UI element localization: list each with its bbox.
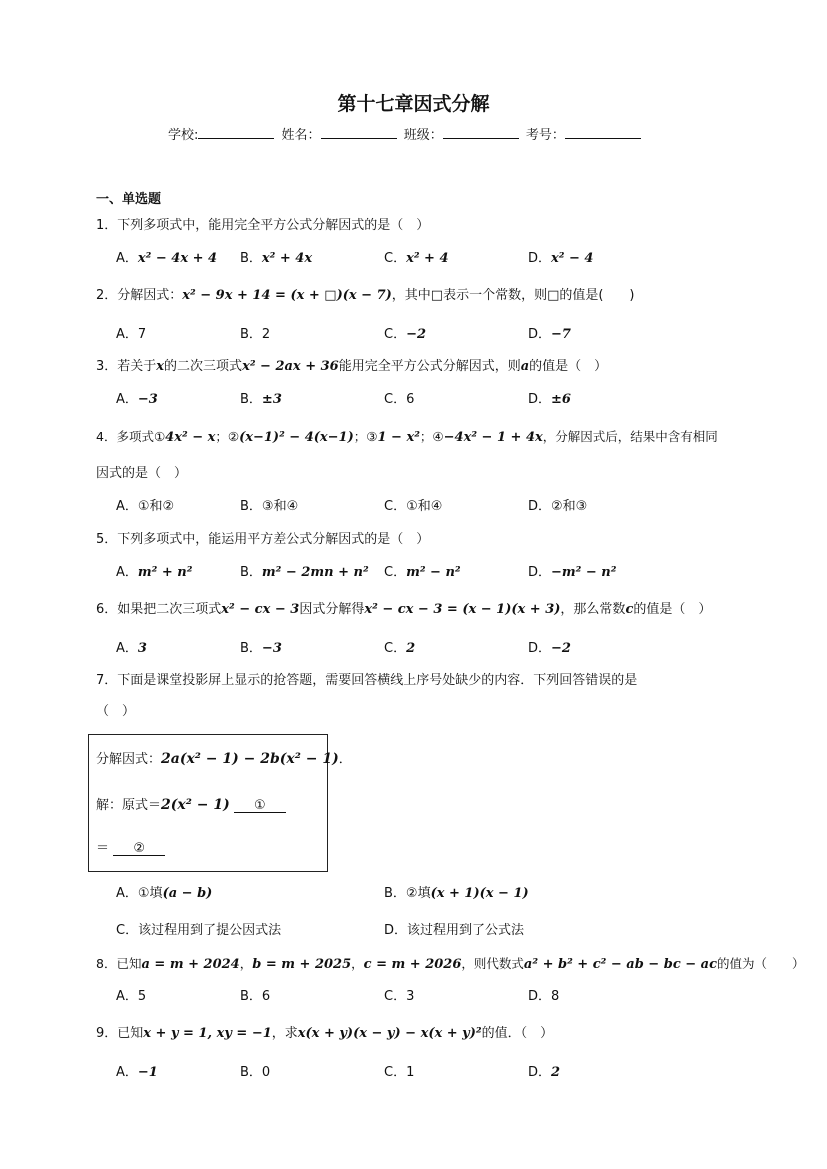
q9-option-c[interactable]: C．1 xyxy=(384,1065,415,1080)
q7-option-a[interactable]: A．①填(a − b) xyxy=(116,886,213,901)
q1-option-a[interactable]: A．x² − 4x + 4 xyxy=(116,251,218,266)
q7-option-c[interactable]: C．该过程用到了提公因式法 xyxy=(116,923,282,938)
q9-option-a[interactable]: A．−1 xyxy=(116,1065,158,1080)
q2-option-a[interactable]: A．7 xyxy=(116,327,147,342)
page-title: 第十七章因式分解 xyxy=(337,93,490,115)
question-6-stem: 6．如果把二次三项式x² − cx − 3因式分解得x² − cx − 3 = (x − 1)(x + 3)，那么常数c的值是（ ） xyxy=(96,602,712,617)
question-2-stem: 2．分解因式：x² − 9x + 14 = (x + □)(x − 7)，其中□表示一个常数，则□的值是( ) xyxy=(96,288,635,303)
school-label: 学校: xyxy=(168,128,199,143)
q6-option-b[interactable]: B．−3 xyxy=(240,641,282,656)
q6-option-d[interactable]: D．−2 xyxy=(528,641,571,656)
q2-option-c[interactable]: C．−2 xyxy=(384,327,427,342)
q5-option-a[interactable]: A．m² + n² xyxy=(116,565,193,580)
box-line-2: 解：原式＝2(x² − 1) ① xyxy=(96,794,286,813)
question-5-stem: 5．下列多项式中，能运用平方差公式分解因式的是（ ） xyxy=(96,532,430,547)
q5-option-c[interactable]: C．m² − n² xyxy=(384,565,461,580)
q7-option-b[interactable]: B．②填(x + 1)(x − 1) xyxy=(384,886,529,901)
q2-option-b[interactable]: B．2 xyxy=(240,327,271,342)
q9-option-d[interactable]: D．2 xyxy=(528,1065,561,1080)
q3-option-d[interactable]: D．±6 xyxy=(528,392,571,407)
question-9-stem: 9．已知x + y = 1, xy = −1，求x(x + y)(x − y) − x(x + y)²的值．（ ） xyxy=(96,1026,554,1041)
class-blank[interactable] xyxy=(443,127,519,139)
q5-option-d[interactable]: D．−m² − n² xyxy=(528,565,617,580)
question-7-stem: 7．下面是课堂投影屏上显示的抢答题，需要回答横线上序号处缺少的内容．下列回答错误的是 xyxy=(96,673,638,688)
q4-option-c[interactable]: C．①和④ xyxy=(384,499,443,514)
q7-option-d[interactable]: D．该过程用到了公式法 xyxy=(384,923,525,938)
number-label: 考号： xyxy=(525,128,565,143)
q8-option-b[interactable]: B．6 xyxy=(240,989,271,1004)
q8-option-d[interactable]: D．8 xyxy=(528,989,560,1004)
name-blank[interactable] xyxy=(321,127,397,139)
question-8-stem: 8．已知a = m + 2024，b = m + 2025，c = m + 2026，则代数式a² + b² + c² − ab − bc − ac的值为（ ） xyxy=(96,956,805,972)
q3-option-c[interactable]: C．6 xyxy=(384,392,415,407)
school-blank[interactable] xyxy=(198,127,274,139)
section-heading: 一、单选题 xyxy=(96,192,162,207)
q6-option-c[interactable]: C．2 xyxy=(384,641,416,656)
question-1-stem: 1．下列多项式中，能用完全平方公式分解因式的是（ ） xyxy=(96,218,430,233)
q1-option-d[interactable]: D．x² − 4 xyxy=(528,251,594,266)
class-label: 班级： xyxy=(403,128,443,143)
student-info-line xyxy=(168,124,644,143)
q4-option-b[interactable]: B．③和④ xyxy=(240,499,299,514)
question-7-stem-cont: （ ） xyxy=(96,704,136,719)
q9-option-b[interactable]: B．0 xyxy=(240,1065,271,1080)
q3-option-a[interactable]: A．−3 xyxy=(116,392,158,407)
q6-option-a[interactable]: A．3 xyxy=(116,641,147,656)
q4-option-d[interactable]: D．②和③ xyxy=(528,499,588,514)
q1-option-c[interactable]: C．x² + 4 xyxy=(384,251,449,266)
q3-option-b[interactable]: B．±3 xyxy=(240,392,282,407)
q8-option-a[interactable]: A．5 xyxy=(116,989,147,1004)
q2-option-d[interactable]: D．−7 xyxy=(528,327,571,342)
name-label: 姓名： xyxy=(281,128,321,143)
box-line-3: ＝ ② xyxy=(96,837,165,856)
q1-option-b[interactable]: B．x² + 4x xyxy=(240,251,313,266)
question-4-stem: 4．多项式①4x² − x；②(x−1)² − 4(x−1)；③1 − x²；④−4x² − 1 + 4x，分解因式后，结果中含有相同 xyxy=(96,429,718,445)
question-3-stem: 3．若关于x的二次三项式x² − 2ax + 36能用完全平方公式分解因式，则a的值是（ ） xyxy=(96,359,608,374)
q8-option-c[interactable]: C．3 xyxy=(384,989,415,1004)
q4-option-a[interactable]: A．①和② xyxy=(116,499,175,514)
number-blank[interactable] xyxy=(565,127,641,139)
box-line-1: 分解因式：2a(x² − 1) − 2b(x² − 1)． xyxy=(96,751,352,767)
q5-option-b[interactable]: B．m² − 2mn + n² xyxy=(240,565,369,580)
blank-1: ① xyxy=(234,798,286,813)
question-4-stem-cont: 因式的是（ ） xyxy=(96,466,188,481)
blank-2: ② xyxy=(113,841,165,856)
